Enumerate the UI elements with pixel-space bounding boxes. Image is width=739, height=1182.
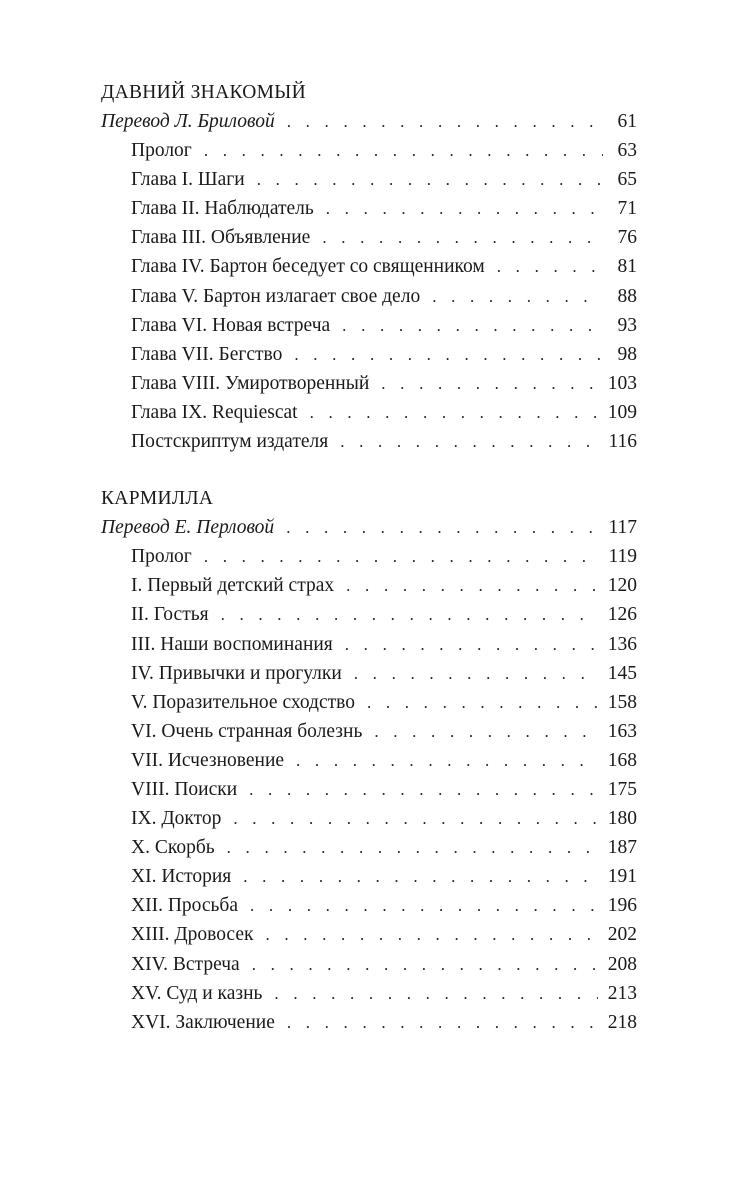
entry-label: Пролог [131, 546, 192, 568]
translator-row [101, 513, 637, 542]
dot-leader [204, 136, 603, 165]
toc-entry [101, 427, 637, 456]
dot-leader [249, 775, 598, 804]
toc-entry [101, 920, 637, 949]
dot-leader [274, 979, 597, 1008]
toc-entry [101, 311, 637, 340]
toc-entry [101, 252, 637, 281]
page-number: 168 [607, 749, 637, 771]
dot-leader [354, 659, 598, 688]
dot-leader [381, 369, 597, 398]
toc-entry [101, 717, 637, 746]
page-number: 65 [617, 169, 637, 191]
toc-entry [101, 223, 637, 252]
entry-label: III. Наши воспоминания [131, 633, 333, 655]
toc-entry [101, 833, 637, 862]
toc-entry [101, 600, 637, 629]
translator-label: Перевод Е. Перловой [101, 517, 275, 539]
page-number: 213 [607, 982, 637, 1004]
toc-entry [101, 950, 637, 979]
page-number: 175 [607, 778, 637, 800]
dot-leader [432, 282, 603, 311]
entry-label: Глава IX. Requiescat [131, 401, 298, 423]
page-number: 136 [607, 633, 637, 655]
page-number: 120 [607, 575, 637, 597]
page-number: 63 [617, 140, 637, 162]
dot-leader [243, 862, 598, 891]
page-number: 71 [617, 198, 637, 220]
toc-entry [101, 369, 637, 398]
dot-leader [204, 542, 599, 571]
dot-leader [374, 717, 597, 746]
page-number: 88 [617, 285, 637, 307]
dot-leader [322, 223, 603, 252]
entry-label: XV. Суд и казнь [131, 982, 263, 1004]
toc-entry [101, 891, 637, 920]
page-number: 202 [607, 924, 637, 946]
page-number: 126 [607, 604, 637, 626]
entry-label: VII. Исчезновение [131, 749, 285, 771]
dot-leader [257, 165, 603, 194]
dot-leader [294, 340, 603, 369]
toc-entry [101, 1008, 637, 1037]
page-number: 61 [617, 111, 637, 132]
entry-label: V. Поразительное сходство [131, 691, 355, 713]
toc-entry [101, 340, 637, 369]
dot-leader [340, 427, 598, 456]
entry-label: XII. Просьба [131, 895, 239, 917]
page-number: 180 [607, 808, 637, 830]
page-number: 93 [617, 314, 637, 336]
entry-label: I. Первый детский страх [131, 575, 335, 597]
entry-label: XIII. Дровосек [131, 924, 254, 946]
entry-label: Глава VIII. Умиротворенный [131, 372, 370, 394]
toc-entry [101, 775, 637, 804]
toc-entry [101, 804, 637, 833]
dot-leader [326, 194, 603, 223]
page-number: 81 [617, 256, 637, 278]
dot-leader [286, 513, 598, 542]
page-number: 218 [607, 1011, 637, 1033]
entry-label: IV. Привычки и прогулки [131, 662, 342, 684]
entry-label: Постскриптум издателя [131, 431, 329, 453]
dot-leader [287, 107, 603, 136]
toc-entry [101, 542, 637, 571]
page-number: 158 [607, 691, 637, 713]
translator-row [101, 107, 637, 136]
toc-entry [101, 659, 637, 688]
section-title: КАРМИЛЛА [101, 488, 214, 510]
entry-label: Глава III. Объявление [131, 227, 311, 249]
page-number: 119 [608, 546, 637, 568]
toc-entry [101, 862, 637, 891]
page-number: 117 [608, 517, 637, 539]
entry-label: II. Гостья [131, 604, 209, 626]
entry-label: IX. Доктор [131, 808, 222, 830]
toc-entry [101, 688, 637, 717]
dot-leader [296, 746, 598, 775]
entry-label: Глава I. Шаги [131, 169, 245, 191]
toc-entry [101, 398, 637, 427]
page-number: 109 [607, 401, 637, 423]
translator-label: Перевод Л. Бриловой [101, 111, 275, 132]
toc-entry [101, 979, 637, 1008]
toc-entry [101, 165, 637, 194]
table-of-contents [101, 78, 637, 1037]
dot-leader [250, 891, 598, 920]
section-title: ДАВНИЙ ЗНАКОМЫЙ [101, 82, 306, 103]
toc-section-karmilla [101, 484, 637, 1037]
dot-leader [346, 571, 598, 600]
dot-leader [342, 311, 603, 340]
page-number: 191 [607, 866, 637, 888]
toc-section-davniy-znakomyy [101, 78, 637, 456]
entry-label: VIII. Поиски [131, 778, 238, 800]
entry-label: XIV. Встреча [131, 953, 240, 975]
entry-label: XVI. Заключение [131, 1011, 275, 1033]
dot-leader [497, 252, 603, 281]
toc-entry [101, 630, 637, 659]
dot-leader [252, 950, 598, 979]
dot-leader [227, 833, 598, 862]
dot-leader [287, 1008, 598, 1037]
entry-label: Глава V. Бартон излагает свое дело [131, 285, 421, 307]
dot-leader [233, 804, 597, 833]
toc-entry [101, 282, 637, 311]
toc-entry [101, 136, 637, 165]
entry-label: Глава II. Наблюдатель [131, 198, 314, 220]
entry-label: X. Скорбь [131, 837, 215, 859]
page-number: 98 [617, 343, 637, 365]
entry-label: Глава VII. Бегство [131, 343, 283, 365]
page-number: 163 [607, 720, 637, 742]
page-number: 187 [607, 837, 637, 859]
toc-entry [101, 746, 637, 775]
dot-leader [367, 688, 598, 717]
toc-entry [101, 571, 637, 600]
page-number: 145 [607, 662, 637, 684]
page-number: 76 [617, 227, 637, 249]
toc-entry [101, 194, 637, 223]
page-number: 208 [607, 953, 637, 975]
dot-leader [310, 398, 598, 427]
dot-leader [345, 630, 598, 659]
page-number: 103 [607, 372, 637, 394]
page-number: 116 [608, 431, 637, 453]
page-number: 196 [607, 895, 637, 917]
entry-label: Глава VI. Новая встреча [131, 314, 331, 336]
entry-label: Глава IV. Бартон беседует со священником [131, 256, 485, 278]
dot-leader [265, 920, 597, 949]
entry-label: Пролог [131, 140, 192, 162]
entry-label: VI. Очень странная болезнь [131, 720, 363, 742]
dot-leader [221, 600, 598, 629]
entry-label: XI. История [131, 866, 232, 888]
